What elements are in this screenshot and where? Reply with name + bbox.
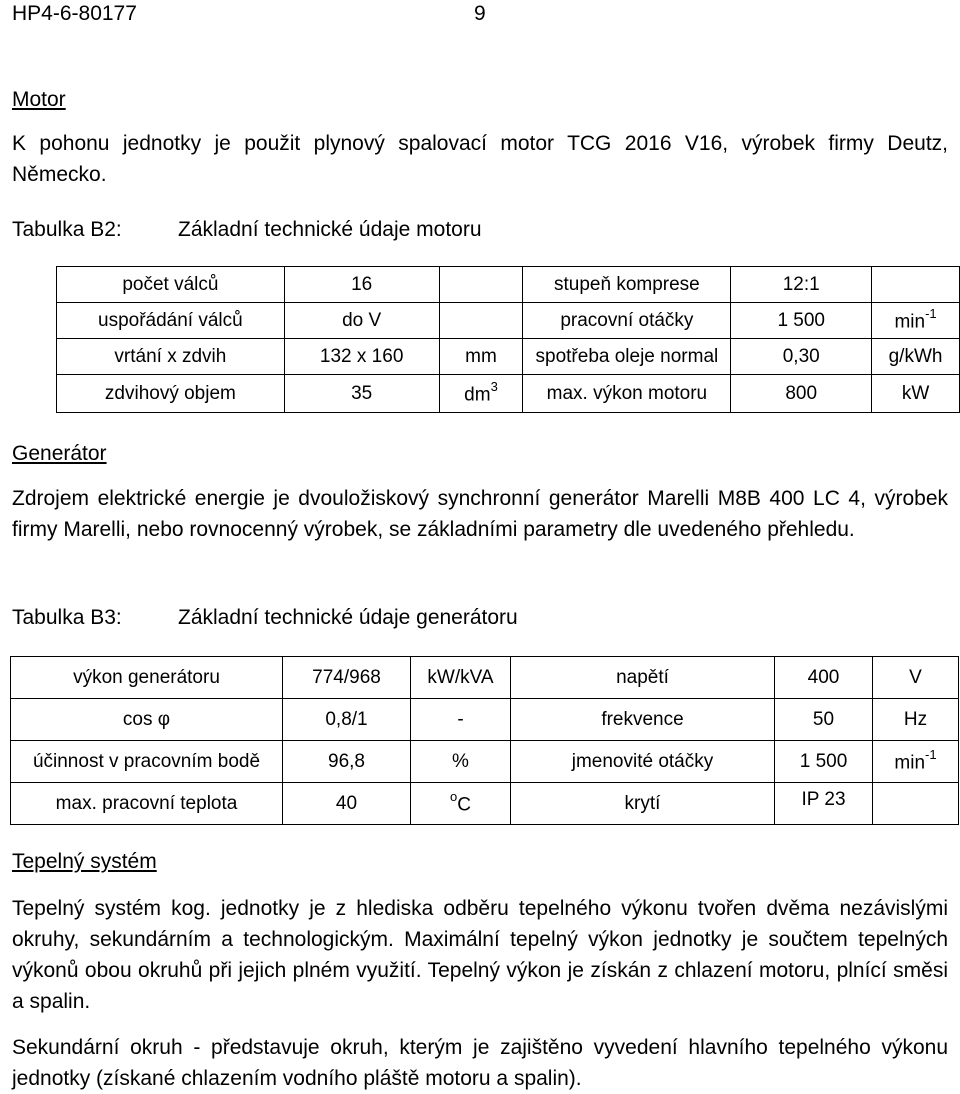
generator-paragraph: Zdrojem elektrické energie je dvouložiskový synchronní generátor Marelli M8B 400 LC 4, výrobek firmy Marelli, nebo rovnocenný výrobek, se základními parametry dle uvedeného přehledu. bbox=[12, 487, 948, 541]
param-unit bbox=[439, 303, 523, 339]
param-unit bbox=[873, 741, 959, 783]
param-unit bbox=[439, 375, 523, 413]
param-unit bbox=[411, 783, 511, 825]
param-name: pracovní otáčky bbox=[523, 303, 731, 339]
param-unit: kW/kVA bbox=[411, 657, 511, 699]
generator-table-title: Základní technické údaje generátoru bbox=[178, 606, 518, 629]
param-name: jmenovité otáčky bbox=[511, 741, 775, 783]
param-name: frekvence bbox=[511, 699, 775, 741]
param-value: do V bbox=[284, 303, 439, 339]
unit-superscript: 3 bbox=[490, 378, 498, 394]
param-unit: V bbox=[873, 657, 959, 699]
param-name: stupeň komprese bbox=[523, 267, 731, 303]
unit-text: min bbox=[894, 311, 926, 333]
param-value: 774/968 bbox=[283, 657, 411, 699]
generator-heading: Generátor bbox=[12, 442, 107, 465]
motor-paragraph: K pohonu jednotky je použit plynový spalovací motor TCG 2016 V16, výrobek firmy Deutz, Německo. bbox=[12, 132, 948, 186]
motor-spec-table bbox=[56, 266, 960, 413]
param-value: 35 bbox=[284, 375, 439, 413]
param-name: max. výkon motoru bbox=[523, 375, 731, 413]
param-unit bbox=[873, 783, 959, 825]
param-unit bbox=[439, 267, 523, 303]
table-row bbox=[11, 699, 959, 741]
param-value: 800 bbox=[731, 375, 872, 413]
table-row bbox=[57, 267, 960, 303]
thermal-paragraph-1: Tepelný systém kog. jednotky je z hlediska odběru tepelného výkonu tvořen dvěma nezávislými okruhy, sekundárním a technologickým. Maximální tepelný výkon jednotky je součtem tepelných výkonů obou okruhů při jejich plném využití. Tepelný výkon je získán z chlazení motoru, plnící směsi a spalin. bbox=[12, 897, 948, 1013]
page-number: 9 bbox=[474, 2, 486, 25]
param-name: napětí bbox=[511, 657, 775, 699]
unit-text: C bbox=[457, 794, 471, 816]
param-unit bbox=[872, 267, 960, 303]
degree-superscript: o bbox=[450, 788, 458, 804]
param-unit: - bbox=[411, 699, 511, 741]
param-name: cos φ bbox=[11, 699, 283, 741]
table-row bbox=[57, 375, 960, 413]
param-value: 132 x 160 bbox=[284, 339, 439, 375]
param-unit: % bbox=[411, 741, 511, 783]
table-row bbox=[11, 657, 959, 699]
generator-spec-table bbox=[10, 656, 959, 825]
param-name: vrtání x zdvih bbox=[57, 339, 285, 375]
param-value: 40 bbox=[283, 783, 411, 825]
param-unit: kW bbox=[872, 375, 960, 413]
param-value: 1 500 bbox=[775, 741, 873, 783]
param-name: krytí bbox=[511, 783, 775, 825]
param-name: účinnost v pracovním bodě bbox=[11, 741, 283, 783]
param-name: max. pracovní teplota bbox=[11, 783, 283, 825]
param-name: výkon generátoru bbox=[11, 657, 283, 699]
param-value: IP 23 bbox=[775, 783, 873, 825]
motor-heading: Motor bbox=[12, 88, 66, 111]
param-value: 1 500 bbox=[731, 303, 872, 339]
table-row bbox=[57, 303, 960, 339]
param-value: 16 bbox=[284, 267, 439, 303]
param-value: 96,8 bbox=[283, 741, 411, 783]
thermal-heading: Tepelný systém bbox=[12, 850, 157, 873]
document-id: HP4-6-80177 bbox=[12, 2, 137, 25]
param-unit: Hz bbox=[873, 699, 959, 741]
param-value: 400 bbox=[775, 657, 873, 699]
param-unit: g/kWh bbox=[872, 339, 960, 375]
generator-table-label: Tabulka B3: bbox=[12, 606, 122, 629]
motor-table-label: Tabulka B2: bbox=[12, 218, 122, 241]
unit-text: dm bbox=[464, 384, 491, 406]
motor-table-title: Základní technické údaje motoru bbox=[178, 218, 482, 241]
param-name: počet válců bbox=[57, 267, 285, 303]
param-unit: mm bbox=[439, 339, 523, 375]
param-value: 50 bbox=[775, 699, 873, 741]
param-value: 0,8/1 bbox=[283, 699, 411, 741]
param-value: 0,30 bbox=[731, 339, 872, 375]
param-name: uspořádání válců bbox=[57, 303, 285, 339]
unit-text: min bbox=[894, 752, 926, 774]
param-name: zdvihový objem bbox=[57, 375, 285, 413]
unit-superscript: -1 bbox=[925, 746, 937, 762]
unit-superscript: -1 bbox=[925, 305, 937, 321]
param-name: spotřeba oleje normal bbox=[523, 339, 731, 375]
param-value: 12:1 bbox=[731, 267, 872, 303]
table-row bbox=[11, 741, 959, 783]
table-row bbox=[11, 783, 959, 825]
param-unit bbox=[872, 303, 960, 339]
thermal-paragraph-2: Sekundární okruh - představuje okruh, kterým je zajištěno vyvedení hlavního tepelného výkonu jednotky (získané chlazením vodního pláště motoru a spalin). bbox=[12, 1036, 948, 1090]
table-row bbox=[57, 339, 960, 375]
